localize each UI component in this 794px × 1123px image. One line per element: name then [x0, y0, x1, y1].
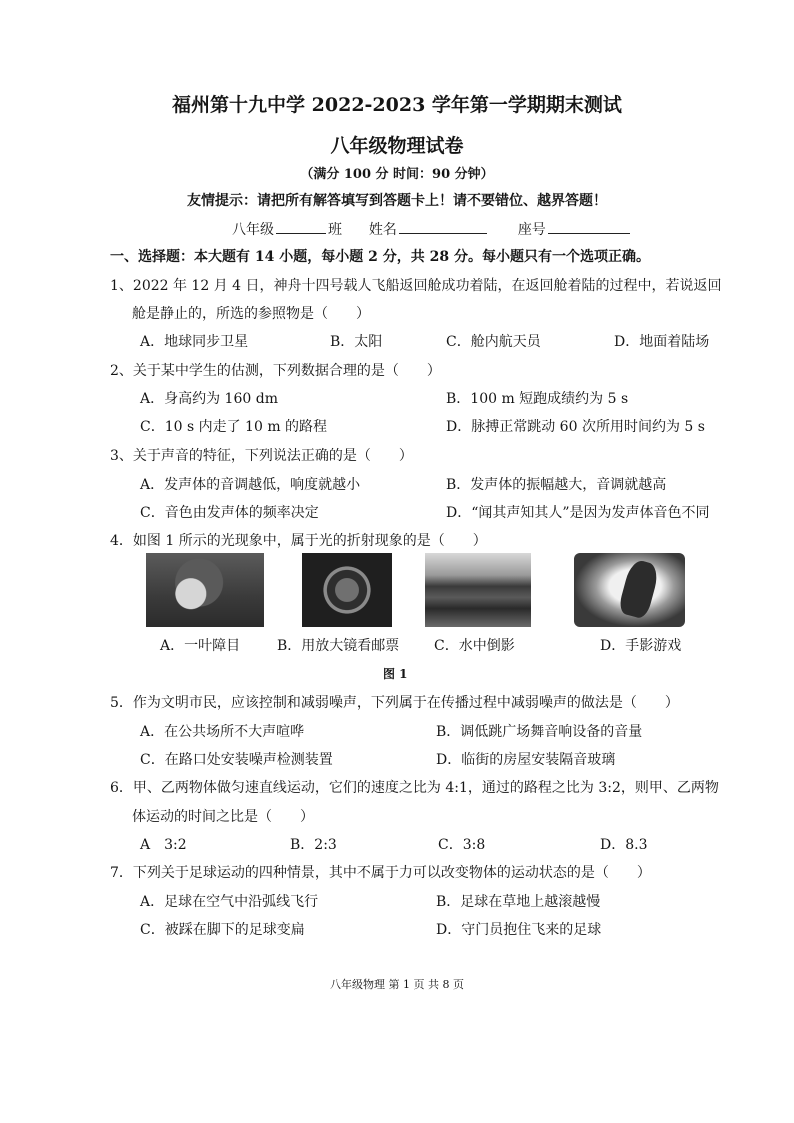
section-heading: 一、选择题：本大题有 14 小题，每小题 2 分，共 28 分。每小题只有一个选项正确。 — [110, 249, 650, 265]
q2-option-d[interactable]: D．脉搏正常跳动 60 次所用时间约为 5 s — [446, 419, 705, 435]
q3-option-d[interactable]: D．“闻其声知其人”是因为发声体音色不同 — [446, 505, 710, 521]
class-label: 班 — [328, 222, 342, 238]
q7-option-a[interactable]: A．足球在空气中沿弧线飞行 — [140, 894, 319, 910]
q4-option-d[interactable]: D．手影游戏 — [600, 638, 682, 654]
exam-meta: （满分 100 分 时间：90 分钟） — [300, 167, 494, 182]
q7-option-d[interactable]: D．守门员抱住飞来的足球 — [436, 922, 602, 938]
grade-label: 八年级 — [232, 222, 274, 238]
q1-option-b[interactable]: B．太阳 — [330, 334, 383, 350]
question-1-line1: 1、2022 年 12 月 4 日，神舟十四号载人飞船返回舱成功着陆，在返回舱着陆的过程中，若说返回 — [110, 278, 722, 294]
name-blank[interactable] — [399, 219, 487, 234]
q5-option-c[interactable]: C．在路口处安装噪声检测装置 — [140, 752, 333, 768]
photo-water-reflection — [425, 553, 531, 627]
figure-1-caption: 图 1 — [383, 667, 408, 681]
q7-option-c[interactable]: C．被踩在脚下的足球变扁 — [140, 922, 305, 938]
question-6-line1: 6．甲、乙两物体做匀速直线运动，它们的速度之比为 4:1，通过的路程之比为 3:2，则甲、乙两物 — [110, 780, 719, 796]
q6-option-a[interactable]: A 3:2 — [140, 837, 187, 853]
q6-option-b[interactable]: B．2:3 — [290, 837, 337, 853]
q1-option-a[interactable]: A．地球同步卫星 — [140, 334, 249, 350]
page-footer: 八年级物理 第 1 页 共 8 页 — [330, 978, 464, 991]
name-label: 姓名 — [368, 222, 397, 238]
q2-option-a[interactable]: A．身高约为 160 dm — [140, 391, 278, 407]
q3-option-a[interactable]: A．发声体的音调越低，响度就越小 — [140, 477, 361, 493]
question-2: 2、关于某中学生的估测，下列数据合理的是（ ） — [110, 363, 441, 379]
q2-option-c[interactable]: C．10 s 内走了 10 m 的路程 — [140, 419, 328, 435]
class-blank[interactable] — [276, 219, 326, 234]
q3-option-b[interactable]: B．发声体的振幅越大，音调就越高 — [446, 477, 667, 493]
friendly-tip: 友情提示：请把所有解答填写到答题卡上！请不要错位、越界答题！ — [187, 193, 607, 209]
seat-blank[interactable] — [548, 219, 630, 234]
photo-magnifier-stamp — [302, 553, 392, 627]
q7-option-b[interactable]: B．足球在草地上越滚越慢 — [436, 894, 601, 910]
school-exam-title: 福州第十九中学 2022-2023 学年第一学期期末测试 — [172, 94, 622, 116]
exam-subject-title: 八年级物理试卷 — [330, 135, 464, 157]
q4-option-a[interactable]: A．一叶障目 — [160, 638, 241, 654]
q5-option-a[interactable]: A．在公共场所不大声喧哗 — [140, 724, 305, 740]
q2-option-b[interactable]: B．100 m 短跑成绩约为 5 s — [446, 391, 629, 407]
q3-option-c[interactable]: C．音色由发声体的频率决定 — [140, 505, 319, 521]
q6-option-c[interactable]: C．3:8 — [438, 837, 486, 853]
question-5: 5．作为文明市民，应该控制和减弱噪声，下列属于在传播过程中减弱噪声的做法是（ ） — [110, 695, 679, 711]
q6-option-d[interactable]: D．8.3 — [600, 837, 648, 853]
question-6-line2: 体运动的时间之比是（ ） — [132, 809, 314, 825]
q5-option-d[interactable]: D．临街的房屋安装隔音玻璃 — [436, 752, 616, 768]
student-info-line — [232, 219, 632, 239]
q4-option-b[interactable]: B．用放大镜看邮票 — [277, 638, 400, 654]
photo-hand-shadow — [574, 553, 685, 627]
seat-label: 座号 — [517, 222, 546, 238]
q1-option-c[interactable]: C．舱内航天员 — [446, 334, 541, 350]
question-4: 4．如图 1 所示的光现象中，属于光的折射现象的是（ ） — [110, 533, 487, 549]
q5-option-b[interactable]: B．调低跳广场舞音响设备的音量 — [436, 724, 643, 740]
photo-leaf-blocking-eye — [146, 553, 264, 627]
question-3: 3、关于声音的特征，下列说法正确的是（ ） — [110, 448, 413, 464]
q4-option-c[interactable]: C．水中倒影 — [434, 638, 515, 654]
question-7: 7．下列关于足球运动的四种情景，其中不属于力可以改变物体的运动状态的是（ ） — [110, 865, 651, 881]
question-1-line2: 舱是静止的，所选的参照物是（ ） — [132, 306, 370, 322]
q1-option-d[interactable]: D．地面着陆场 — [614, 334, 710, 350]
